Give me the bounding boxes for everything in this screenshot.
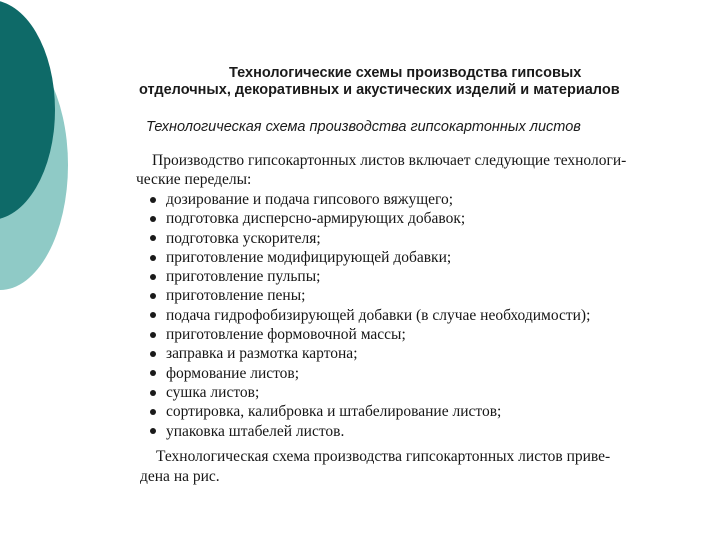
list-item [150, 209, 590, 228]
heading-line-1: Технологические схемы производства гипсовых [229, 65, 582, 81]
bullet-icon [150, 274, 156, 280]
bullet-icon [150, 351, 156, 357]
list-item-text: приготовление пены; [166, 287, 306, 305]
heading-line-2: отделочных, декоративных и акустических изделий и материалов [139, 82, 620, 98]
list-item-text: формование листов; [166, 364, 300, 382]
bullet-icon [150, 216, 156, 222]
list-item-text: подача гидрофобизирующей добавки (в случае необходимости); [166, 306, 591, 324]
list-item [150, 267, 590, 286]
bullet-icon [150, 428, 156, 434]
section-subtitle: Технологическая схема производства гипсокартонных листов [146, 119, 581, 135]
decorative-light-circle [0, 40, 68, 290]
list-item [150, 402, 590, 421]
list-item [150, 229, 590, 248]
bullet-icon [150, 255, 156, 261]
bullet-icon [150, 332, 156, 338]
outro-line-1: Технологическая схема производства гипсокартонных листов приве- [156, 448, 611, 465]
list-item-text: приготовление формовочной массы; [166, 326, 406, 344]
list-item-text: дозирование и подача гипсового вяжущего; [166, 191, 454, 208]
decorative-dark-circle [0, 0, 55, 220]
list-item [150, 383, 590, 402]
list-item [150, 286, 590, 305]
bullet-icon [150, 197, 156, 203]
bullet-icon [150, 312, 156, 318]
outro-line-2: дена на рис. [140, 468, 220, 485]
list-item [150, 248, 590, 267]
intro-line-2: ческие переделы: [136, 171, 252, 188]
bullet-icon [150, 235, 156, 241]
list-item [150, 344, 590, 363]
bullet-icon [150, 409, 156, 415]
list-item [150, 190, 590, 209]
list-item-text: упаковка штабелей листов. [166, 422, 345, 440]
list-item-text: заправка и размотка картона; [166, 345, 358, 363]
intro-line-1: Производство гипсокартонных листов включает следующие технологи- [152, 152, 627, 169]
process-steps-list [150, 190, 590, 441]
list-item [150, 325, 590, 344]
list-item-text: сортировка, калибровка и штабелирование листов; [166, 403, 502, 421]
bullet-icon [150, 293, 156, 299]
list-item [150, 306, 590, 325]
list-item-text: сушка листов; [166, 383, 260, 401]
bullet-icon [150, 390, 156, 396]
list-item [150, 364, 590, 383]
list-item-text: подготовка ускорителя; [166, 229, 321, 247]
list-item-text: приготовление модифицирующей добавки; [166, 248, 452, 266]
bullet-icon [150, 370, 156, 376]
list-item-text: приготовление пульпы; [166, 268, 321, 286]
list-item-text: подготовка дисперсно-армирующих добавок; [166, 210, 466, 228]
list-item [150, 422, 590, 441]
